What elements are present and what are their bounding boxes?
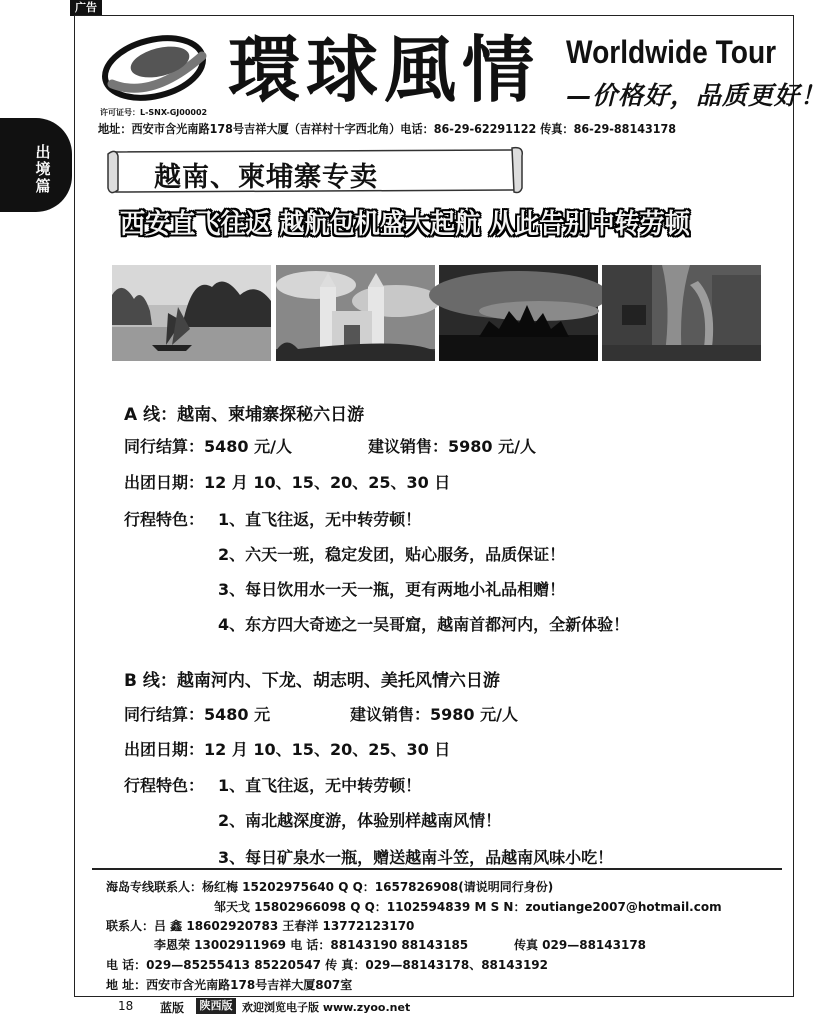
- contact-address: 地 址：西安市含光南路178号吉祥大厦807室: [106, 978, 353, 992]
- route-b-dates: 出团日期：12 月 10、15、20、25、30 日: [124, 740, 451, 759]
- route-a-title: A 线：越南、柬埔寨探秘六日游: [124, 405, 365, 425]
- contact-line: 邹天戈 15802966098 Q Q：1102594839 M S N：zoutiange2007@hotmail.com: [214, 900, 722, 914]
- route-b-title: B 线：越南河内、下龙、胡志明、美托风情六日游: [124, 671, 500, 691]
- temple-ruins-photo: [602, 265, 761, 361]
- route-a-peer-price: 同行结算：5480 元/人: [124, 437, 292, 456]
- contact-fax: 传真 029—88143178: [514, 938, 647, 952]
- contact-line: 海岛专线联系人：杨红梅 15202975640 Q Q：1657826908(请说明同行身份): [106, 880, 554, 894]
- route-a-feature: 3、每日饮用水一天一瓶，更有两地小礼品相赠！: [218, 580, 566, 599]
- promo-headline: 西安直飞往返 越航包机盛大起航 从此告别中转劳顿: [120, 209, 690, 240]
- contact-line: 联系人：吕 鑫 18602920783 王春洋 13772123170: [106, 919, 415, 933]
- route-a-feature: 2、六天一班，稳定发团，贴心服务，品质保证！: [218, 545, 566, 564]
- route-a-features-label: 行程特色：: [124, 510, 205, 529]
- section-title: 越南、柬埔寨专卖: [154, 162, 378, 193]
- route-b-features-label: 行程特色：: [124, 776, 205, 795]
- cathedral-photo: [276, 265, 435, 361]
- brand-logo-icon: [98, 30, 210, 102]
- route-b-retail-price: 建议销售：5980 元/人: [350, 705, 518, 724]
- brand-name-cn: 環球風情: [228, 28, 541, 112]
- page-number: 18: [118, 999, 134, 1013]
- brand-slogan: —价格好，品质更好！: [566, 81, 826, 110]
- footer-website: 欢迎浏览电子版 www.zyoo.net: [242, 1001, 411, 1014]
- contacts-divider: [92, 868, 782, 870]
- route-a-feature: 4、东方四大奇迹之一吴哥窟，越南首都河内，全新体验！: [218, 615, 630, 634]
- side-tab-label: 出境篇: [35, 143, 51, 195]
- section-side-tab: [0, 118, 72, 212]
- route-b-feature: 3、每日矿泉水一瓶，赠送越南斗笠，品越南风味小吃！: [218, 848, 614, 867]
- brand-name-en: Worldwide Tour: [566, 34, 777, 70]
- edition-label: 蓝版: [160, 1001, 185, 1015]
- edition-badge: 陕西版: [196, 998, 236, 1014]
- angkor-silhouette-photo: [439, 265, 598, 361]
- license-number: 许可证号：L-SNX-GJ00002: [100, 108, 208, 117]
- route-b-feature: 2、南北越深度游，体验别样越南风情！: [218, 811, 502, 830]
- route-a-feature: 1、直飞往返，无中转劳顿！: [218, 510, 422, 529]
- route-a-dates: 出团日期：12 月 10、15、20、25、30 日: [124, 473, 451, 492]
- halong-bay-photo: [112, 265, 271, 361]
- ad-tag: 广告: [70, 0, 102, 16]
- contact-phone: 电 话：029—85255413 85220547 传 真：029—88143178、88143192: [106, 958, 548, 972]
- company-address: 地址：西安市含光南路178号吉祥大厦（吉祥村十字西北角）电话：86-29-62291122 传真：86-29-88143178: [98, 122, 677, 136]
- route-b-peer-price: 同行结算：5480 元: [124, 705, 271, 724]
- route-a-retail-price: 建议销售：5980 元/人: [368, 437, 536, 456]
- route-b-feature: 1、直飞往返，无中转劳顿！: [218, 776, 422, 795]
- contact-line: 李恩荣 13002911969 电 话：88143190 88143185: [154, 938, 469, 952]
